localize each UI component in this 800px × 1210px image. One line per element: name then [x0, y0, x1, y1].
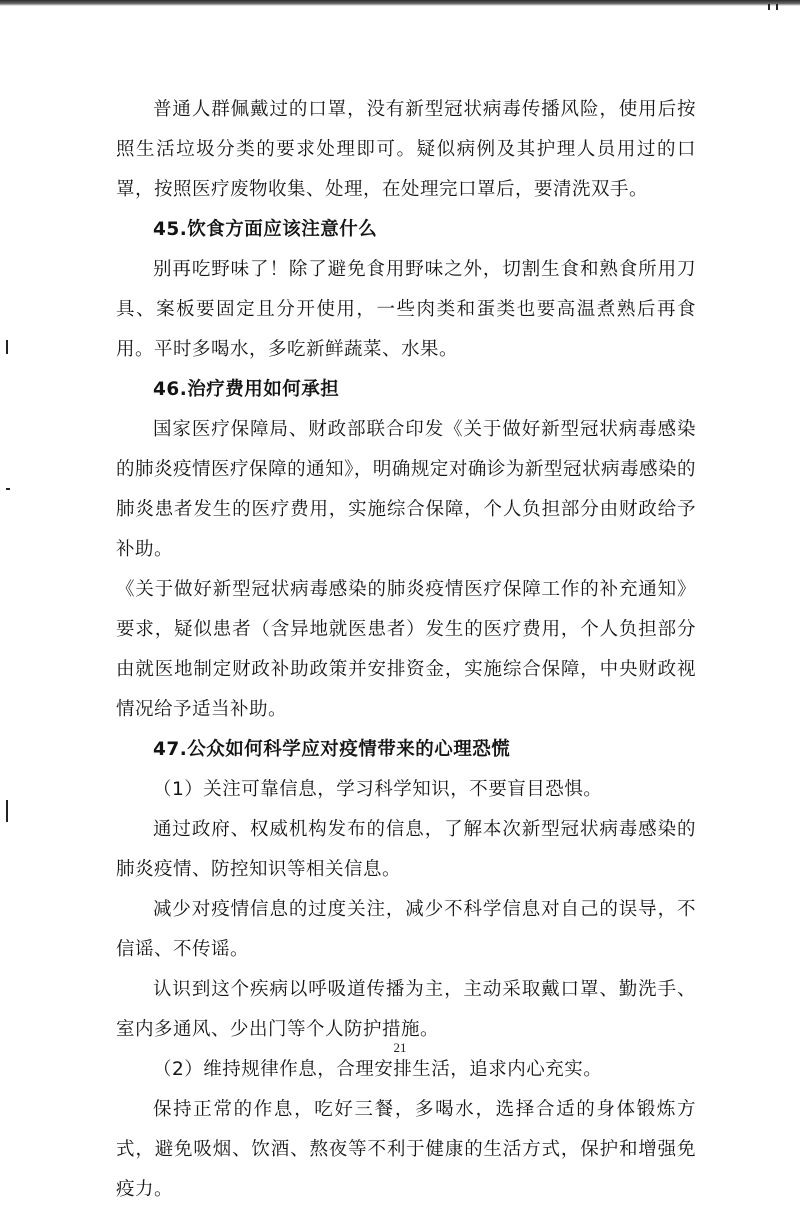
paragraph-reduce-attention: 减少对疫情信息的过度关注，减少不科学信息对自己的误导，不信谣、不传谣。 [116, 899, 696, 960]
subheading-reliable-information: （1）关注可靠信息，学习科学知识，不要盲目恐惧。 [153, 779, 603, 800]
paragraph-diet: 别再吃野味了！除了避免食用野味之外，切割生食和熟食所用刀具、案板要固定且分开使用，一些肉类和蛋类也要高温煮熟后再食用。平时多喝水，多吃新鲜蔬菜、水果。 [116, 259, 696, 360]
scan-margin-mark [6, 800, 8, 822]
subheading-regular-routine: （2）维持规律作息，合理安排生活，追求内心充实。 [153, 1059, 603, 1080]
scan-margin-mark [6, 340, 8, 354]
paragraph-personal-protection: 认识到这个疾病以呼吸道传播为主，主动采取戴口罩、勤洗手、室内多通风、少出门等个人防护措施。 [116, 979, 696, 1040]
paragraph-medical-insurance-notice: 国家医疗保障局、财政部联合印发《关于做好新型冠状病毒感染的肺炎疫情医疗保障的通知》，明确规定对确诊为新型冠状病毒感染的肺炎患者发生的医疗费用，实施综合保障，个人负担部分由财政给予补助。 [116, 419, 696, 560]
paragraph-supplementary-notice: 《关于做好新型冠状病毒感染的肺炎疫情医疗保障工作的补充通知》要求，疑似患者（含异地就医患者）发生的医疗费用，个人负担部分由就医地制定财政补助政策并安排资金，实施综合保障，中央财政视情况给予适当补助。 [116, 579, 696, 720]
scan-top-edge [0, 0, 800, 6]
paragraph-healthy-lifestyle: 保持正常的作息，吃好三餐，多喝水，选择合适的身体锻炼方式，避免吸烟、饮酒、熬夜等不利于健康的生活方式，保护和增强免疫力。 [116, 1099, 696, 1200]
page-number: 21 [393, 1040, 407, 1055]
heading-45-diet: 45.饮食方面应该注意什么 [153, 219, 378, 240]
paragraph-official-information: 通过政府、权威机构发布的信息，了解本次新型冠状病毒感染的肺炎疫情、防控知识等相关信息。 [116, 819, 696, 880]
heading-46-treatment-costs: 46.治疗费用如何承担 [153, 379, 340, 400]
scan-margin-mark [6, 488, 10, 490]
paragraph-mask-disposal: 普通人群佩戴过的口罩，没有新型冠状病毒传播风险，使用后按照生活垃圾分类的要求处理即可。疑似病例及其护理人员用过的口罩，按照医疗废物收集、处理，在处理完口罩后，要清洗双手。 [116, 99, 696, 200]
heading-47-psychological-panic: 47.公众如何科学应对疫情带来的心理恐慌 [153, 739, 511, 760]
scan-corner-mark [768, 4, 778, 10]
